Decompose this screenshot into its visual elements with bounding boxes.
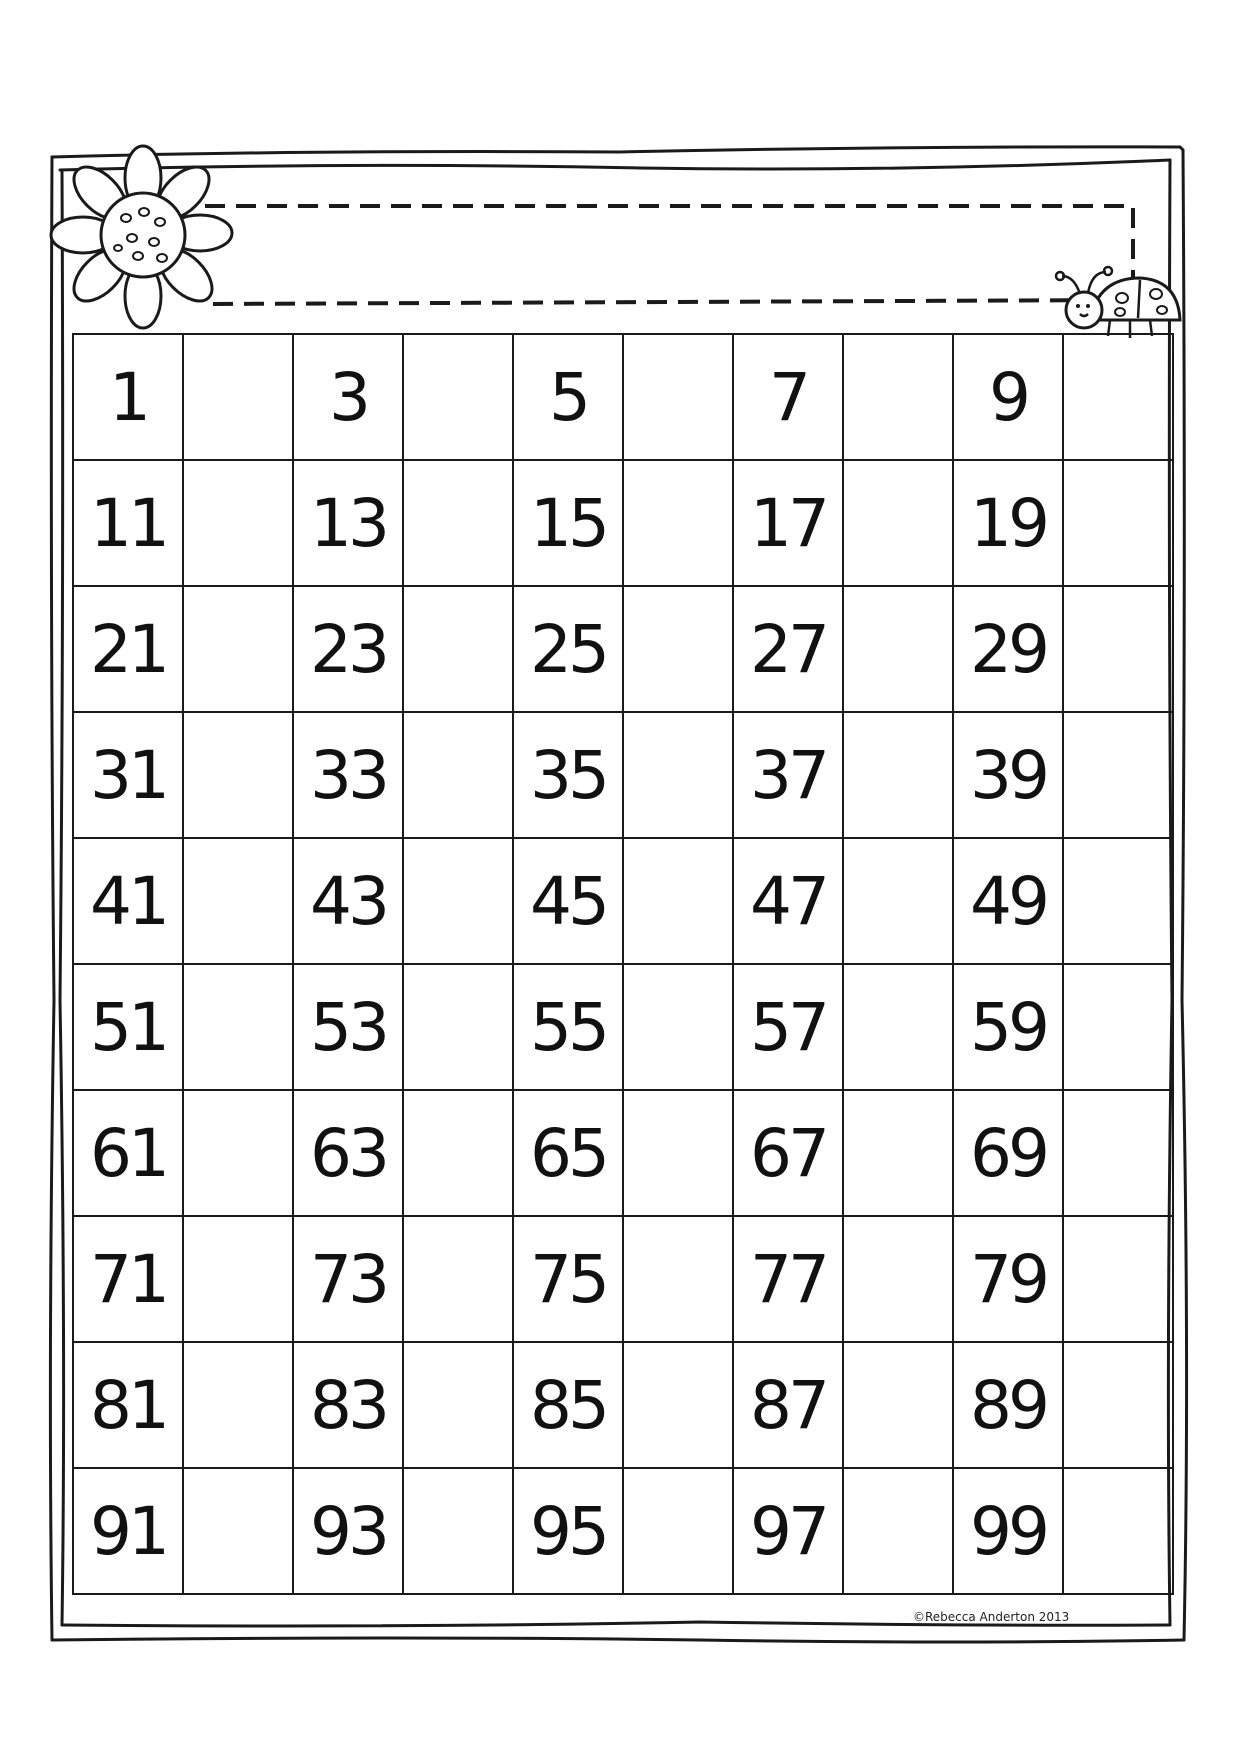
blank-cell[interactable] (843, 334, 953, 460)
blank-cell[interactable] (623, 1090, 733, 1216)
number-cell: 55 (513, 964, 623, 1090)
blank-cell[interactable] (843, 1342, 953, 1468)
grid-row (73, 460, 1173, 586)
number-cell: 25 (513, 586, 623, 712)
number-cell: 5 (513, 334, 623, 460)
blank-cell[interactable] (1063, 1468, 1173, 1594)
grid-row (73, 586, 1173, 712)
blank-cell[interactable] (623, 1468, 733, 1594)
blank-cell[interactable] (623, 334, 733, 460)
blank-cell[interactable] (403, 964, 513, 1090)
blank-cell[interactable] (1063, 334, 1173, 460)
number-cell: 51 (73, 964, 183, 1090)
number-cell: 1 (73, 334, 183, 460)
number-cell: 47 (733, 838, 843, 964)
blank-cell[interactable] (843, 712, 953, 838)
blank-cell[interactable] (183, 586, 293, 712)
blank-cell[interactable] (623, 964, 733, 1090)
blank-cell[interactable] (403, 334, 513, 460)
blank-cell[interactable] (183, 460, 293, 586)
grid-row (73, 334, 1173, 460)
number-cell: 65 (513, 1090, 623, 1216)
blank-cell[interactable] (403, 460, 513, 586)
number-cell: 23 (293, 586, 403, 712)
blank-cell[interactable] (183, 1090, 293, 1216)
blank-cell[interactable] (623, 838, 733, 964)
blank-cell[interactable] (843, 964, 953, 1090)
blank-cell[interactable] (183, 1342, 293, 1468)
flower-icon (38, 138, 248, 338)
number-cell: 15 (513, 460, 623, 586)
blank-cell[interactable] (843, 1090, 953, 1216)
blank-cell[interactable] (1063, 586, 1173, 712)
number-cell: 35 (513, 712, 623, 838)
blank-cell[interactable] (1063, 964, 1173, 1090)
number-cell: 7 (733, 334, 843, 460)
blank-cell[interactable] (1063, 712, 1173, 838)
number-cell: 9 (953, 334, 1063, 460)
name-field[interactable] (205, 200, 1137, 304)
number-cell: 39 (953, 712, 1063, 838)
number-cell: 63 (293, 1090, 403, 1216)
number-cell: 83 (293, 1342, 403, 1468)
number-cell: 13 (293, 460, 403, 586)
blank-cell[interactable] (183, 838, 293, 964)
grid-row (73, 712, 1173, 838)
blank-cell[interactable] (403, 838, 513, 964)
copyright-text: ©Rebecca Anderton 2013 (913, 1610, 1070, 1624)
blank-cell[interactable] (623, 586, 733, 712)
number-cell: 85 (513, 1342, 623, 1468)
number-cell: 67 (733, 1090, 843, 1216)
number-cell: 93 (293, 1468, 403, 1594)
number-cell: 87 (733, 1342, 843, 1468)
blank-cell[interactable] (403, 712, 513, 838)
blank-cell[interactable] (843, 460, 953, 586)
blank-cell[interactable] (623, 460, 733, 586)
number-cell: 17 (733, 460, 843, 586)
number-cell: 43 (293, 838, 403, 964)
number-cell: 33 (293, 712, 403, 838)
number-cell: 95 (513, 1468, 623, 1594)
grid-row (73, 1468, 1173, 1594)
number-grid (72, 333, 1174, 1595)
number-cell: 81 (73, 1342, 183, 1468)
number-cell: 57 (733, 964, 843, 1090)
blank-cell[interactable] (183, 964, 293, 1090)
blank-cell[interactable] (623, 1342, 733, 1468)
number-cell: 53 (293, 964, 403, 1090)
grid-row (73, 838, 1173, 964)
blank-cell[interactable] (403, 1342, 513, 1468)
blank-cell[interactable] (843, 1216, 953, 1342)
grid-row (73, 1342, 1173, 1468)
blank-cell[interactable] (183, 334, 293, 460)
number-cell: 99 (953, 1468, 1063, 1594)
blank-cell[interactable] (843, 1468, 953, 1594)
blank-cell[interactable] (403, 1468, 513, 1594)
number-cell: 77 (733, 1216, 843, 1342)
blank-cell[interactable] (403, 1216, 513, 1342)
number-cell: 11 (73, 460, 183, 586)
blank-cell[interactable] (403, 586, 513, 712)
number-cell: 31 (73, 712, 183, 838)
blank-cell[interactable] (1063, 460, 1173, 586)
number-cell: 49 (953, 838, 1063, 964)
blank-cell[interactable] (1063, 838, 1173, 964)
number-cell: 71 (73, 1216, 183, 1342)
blank-cell[interactable] (403, 1090, 513, 1216)
number-cell: 45 (513, 838, 623, 964)
number-cell: 73 (293, 1216, 403, 1342)
blank-cell[interactable] (1063, 1090, 1173, 1216)
grid-row (73, 1216, 1173, 1342)
number-cell: 19 (953, 460, 1063, 586)
number-cell: 97 (733, 1468, 843, 1594)
number-cell: 91 (73, 1468, 183, 1594)
number-cell: 21 (73, 586, 183, 712)
number-cell: 79 (953, 1216, 1063, 1342)
number-cell: 75 (513, 1216, 623, 1342)
number-cell: 29 (953, 586, 1063, 712)
number-cell: 37 (733, 712, 843, 838)
blank-cell[interactable] (183, 1216, 293, 1342)
number-cell: 27 (733, 586, 843, 712)
blank-cell[interactable] (623, 1216, 733, 1342)
grid-row (73, 964, 1173, 1090)
blank-cell[interactable] (623, 712, 733, 838)
number-cell: 61 (73, 1090, 183, 1216)
blank-cell[interactable] (843, 586, 953, 712)
number-cell: 41 (73, 838, 183, 964)
blank-cell[interactable] (1063, 1342, 1173, 1468)
blank-cell[interactable] (183, 712, 293, 838)
blank-cell[interactable] (1063, 1216, 1173, 1342)
number-cell: 69 (953, 1090, 1063, 1216)
grid-row (73, 1090, 1173, 1216)
number-cell: 59 (953, 964, 1063, 1090)
blank-cell[interactable] (183, 1468, 293, 1594)
blank-cell[interactable] (843, 838, 953, 964)
number-cell: 89 (953, 1342, 1063, 1468)
number-cell: 3 (293, 334, 403, 460)
